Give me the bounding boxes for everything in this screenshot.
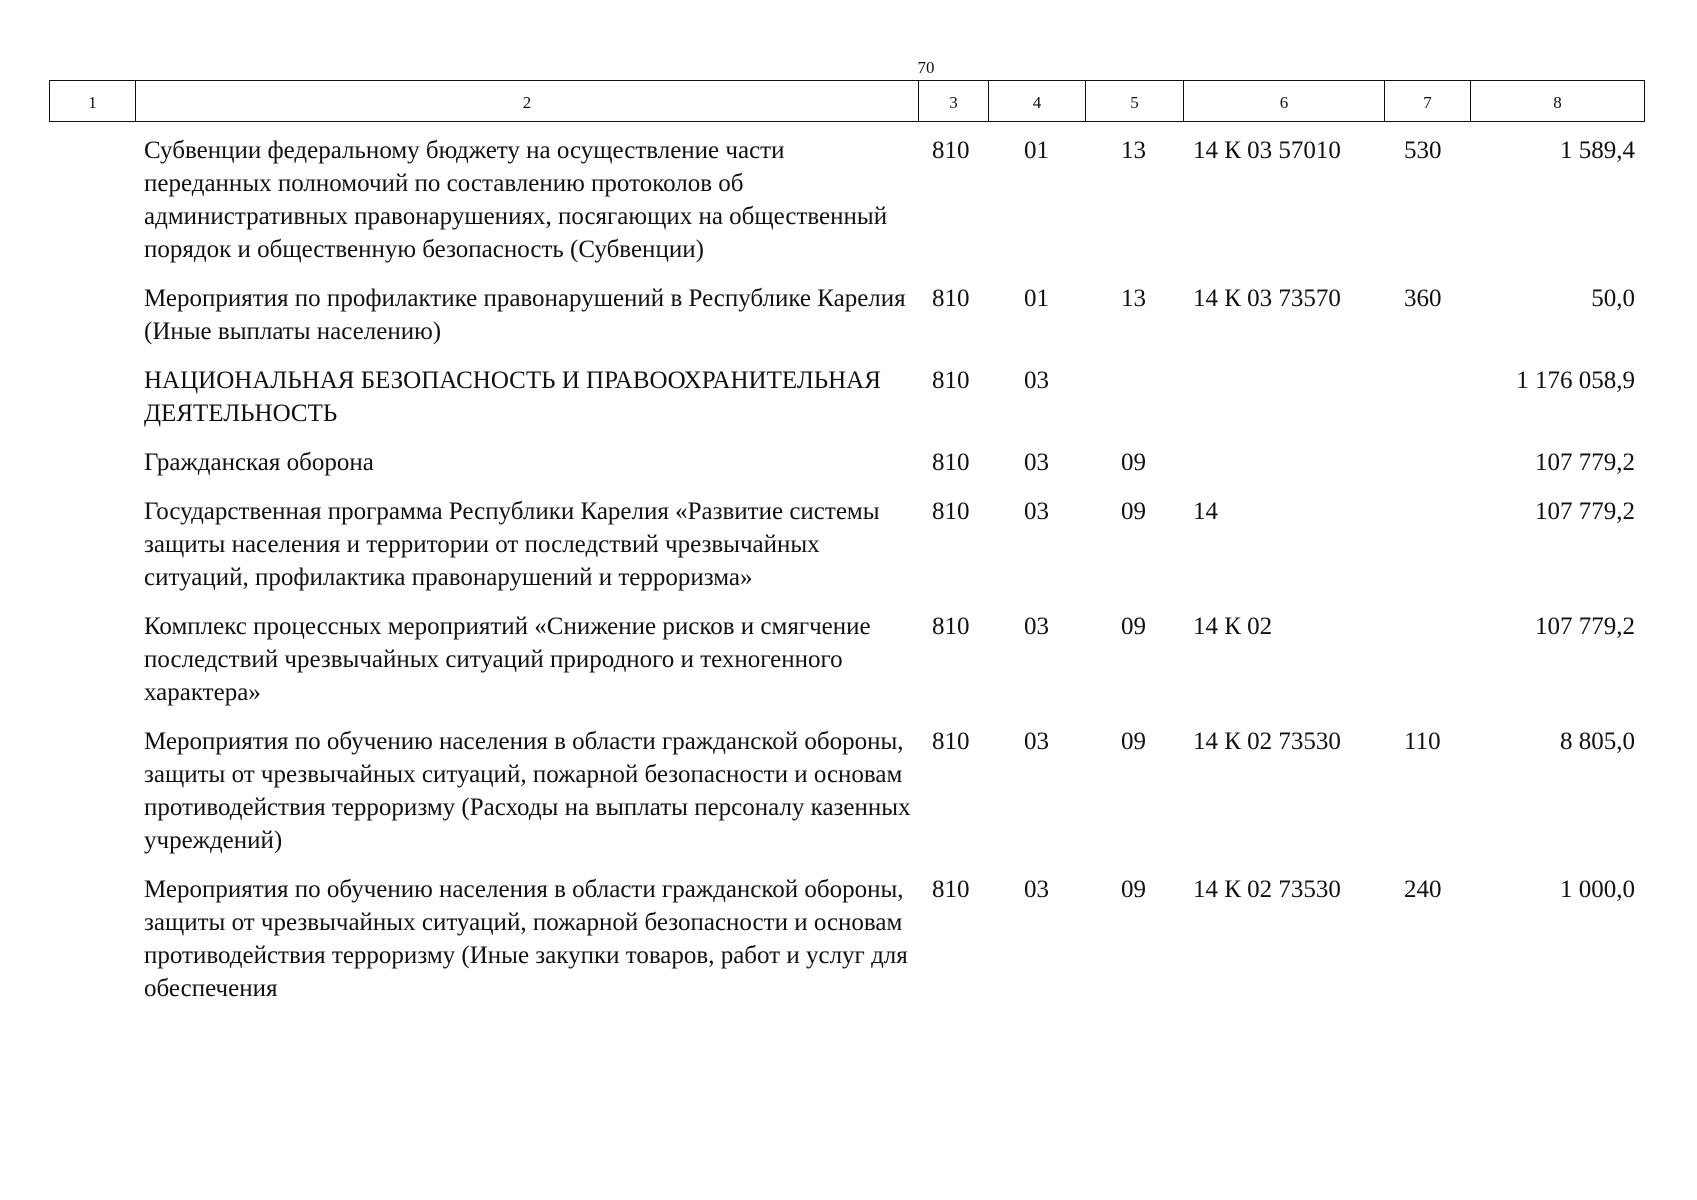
cell-col8: 1 000,0 [1560,876,1635,903]
cell-col4: 03 [1024,876,1049,903]
cell-col4: 03 [1024,367,1049,394]
table-row [49,495,1643,594]
table-row [49,282,1643,348]
cell-col4: 01 [1024,285,1049,312]
table-row [49,134,1643,266]
cell-col6 [1183,446,1384,479]
table-row [49,725,1643,857]
cell-col8: 107 779,2 [1535,498,1635,525]
cell-col7 [1384,495,1470,594]
cell-col7 [1384,446,1470,479]
cell-col8: 1 589,4 [1560,137,1635,164]
cell-col5 [1085,364,1183,430]
table-header [49,80,1645,122]
cell-col1 [49,873,135,1005]
column-header-7: 7 [1385,81,1471,121]
cell-col6: 14 К 02 73530 [1193,876,1341,903]
cell-col8: 50,0 [1591,285,1635,312]
column-header-2: 2 [136,81,919,121]
cell-col6: 14 [1193,498,1218,525]
cell-name: Мероприятия по обучению населения в области гражданской обороны, защиты от чрезвычайных ситуаций, пожарной безопасности и основам противодействия терроризму (Иные закупки товаров, работ и услуг для обеспечения [144,876,908,1002]
cell-name: Комплекс процессных мероприятий «Снижение рисков и смягчение последствий чрезвычайных ситуаций природного и техногенного характера» [144,613,871,706]
table-row [49,610,1643,709]
cell-col7: 360 [1404,285,1442,312]
column-header-5: 5 [1086,81,1184,121]
cell-col1 [49,446,135,479]
cell-col1 [49,495,135,594]
cell-name: Гражданская оборона [144,449,374,476]
cell-col6: 14 К 03 57010 [1193,137,1341,164]
cell-col8: 8 805,0 [1560,728,1635,755]
table-row [49,873,1643,1005]
table-body [49,134,1643,1021]
column-header-8: 8 [1553,93,1562,112]
cell-col3: 810 [932,449,970,476]
cell-col3: 810 [932,876,970,903]
cell-name: Государственная программа Республики Карелия «Развитие системы защиты населения и территории от последствий чрезвычайных ситуаций, профилактика правонарушений и терроризма» [144,498,880,591]
cell-col5: 09 [1121,498,1146,525]
cell-col8: 107 779,2 [1535,613,1635,640]
cell-col4: 03 [1024,449,1049,476]
cell-name: НАЦИОНАЛЬНАЯ БЕЗОПАСНОСТЬ И ПРАВООХРАНИТЕЛЬНАЯ ДЕЯТЕЛЬНОСТЬ [144,367,881,427]
column-header-4: 4 [989,81,1086,121]
cell-col4: 01 [1024,137,1049,164]
cell-name: Мероприятия по профилактике правонарушений в Республике Карелия (Иные выплаты населению) [144,285,906,345]
cell-col3: 810 [932,498,970,525]
table-row [49,446,1643,479]
cell-col4: 03 [1024,613,1049,640]
cell-col7: 110 [1404,728,1441,755]
cell-col3: 810 [932,285,970,312]
cell-col8: 107 779,2 [1535,449,1635,476]
cell-col6 [1183,364,1384,430]
cell-name: Мероприятия по обучению населения в области гражданской обороны, защиты от чрезвычайных ситуаций, пожарной безопасности и основам противодействия терроризму (Расходы на выплаты персоналу казенных учреждений) [144,728,911,854]
cell-col1 [49,134,135,266]
cell-col6: 14 К 02 [1193,613,1273,640]
column-header-6: 6 [1184,81,1385,121]
column-header-1: 1 [50,81,136,121]
page-number: 70 [917,58,935,77]
cell-col7: 240 [1404,876,1442,903]
cell-col5: 09 [1121,449,1146,476]
cell-col1 [49,610,135,709]
cell-col6: 14 К 02 73530 [1193,728,1341,755]
cell-col5: 09 [1121,728,1146,755]
cell-col6: 14 К 03 73570 [1193,285,1341,312]
cell-col7 [1384,364,1470,430]
cell-name: Субвенции федеральному бюджету на осуществление части переданных полномочий по составлению протоколов об административных правонарушениях, посягающих на общественный порядок и общественную безопасность (Субвенции) [144,137,888,263]
cell-col4: 03 [1024,728,1049,755]
cell-col3: 810 [932,613,970,640]
table-row [49,364,1643,430]
cell-col7 [1384,610,1470,709]
cell-col5: 09 [1121,876,1146,903]
cell-col8: 1 176 058,9 [1516,367,1635,394]
cell-col5: 13 [1121,137,1146,164]
cell-col1 [49,282,135,348]
cell-col1 [49,725,135,857]
cell-col3: 810 [932,728,970,755]
cell-col7: 530 [1404,137,1442,164]
cell-col5: 13 [1121,285,1146,312]
column-header-3: 3 [919,81,989,121]
cell-col4: 03 [1024,498,1049,525]
cell-col3: 810 [932,367,970,394]
cell-col1 [49,364,135,430]
cell-col3: 810 [932,137,970,164]
cell-col5: 09 [1121,613,1146,640]
